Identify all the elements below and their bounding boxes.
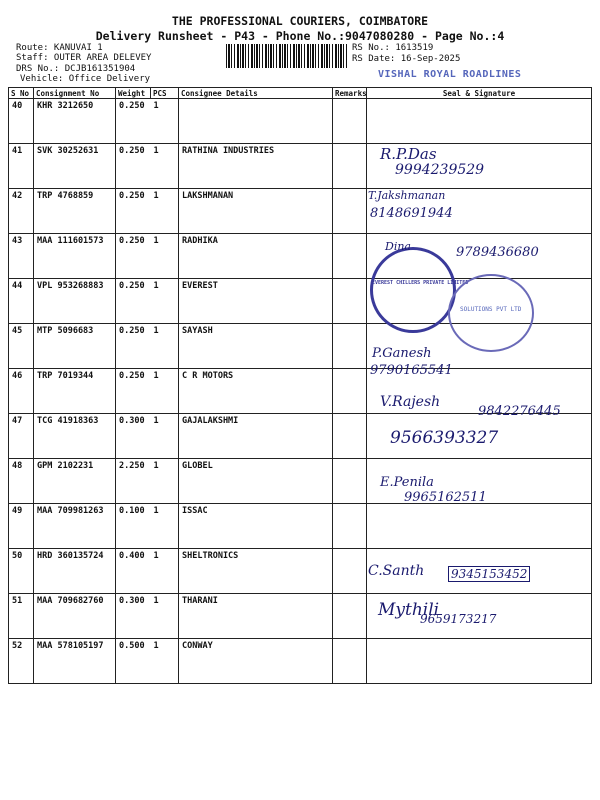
cell-pcs: 1: [151, 369, 179, 414]
cell-remarks: [333, 414, 367, 459]
table-row: [9, 504, 592, 549]
cell-remarks: [333, 639, 367, 684]
cell-pcs: 1: [151, 99, 179, 144]
cell-remarks: [333, 279, 367, 324]
cell-pcs: 1: [151, 279, 179, 324]
cell-consignment: GPM 2102231: [34, 459, 116, 504]
cell-weight: 0.300: [116, 414, 151, 459]
phone-46: 9790165541: [370, 363, 453, 378]
table-row: [9, 189, 592, 234]
cell-weight: 0.250: [116, 234, 151, 279]
barcode: [226, 44, 348, 68]
rs-number: RS No.: 1613519: [352, 43, 434, 53]
cell-consignee: RATHINA INDUSTRIES: [179, 144, 333, 189]
cell-weight: 0.500: [116, 639, 151, 684]
cell-weight: 0.250: [116, 99, 151, 144]
table-header-row: [9, 88, 592, 99]
cell-sno: 45: [9, 324, 34, 369]
cell-consignee: EVEREST: [179, 279, 333, 324]
cell-pcs: 1: [151, 549, 179, 594]
col-sno: S No: [9, 88, 34, 99]
phone-49: 9965162511: [404, 490, 487, 505]
signature-47: V.Rajesh: [380, 394, 441, 410]
vishal-stamp: VISHAL ROYAL ROADLINES: [378, 69, 522, 80]
phone-47: 9842276445: [478, 404, 561, 419]
cell-consignment: TRP 4768859: [34, 189, 116, 234]
cell-pcs: 1: [151, 144, 179, 189]
cell-weight: 0.250: [116, 279, 151, 324]
cell-consignee: LAKSHMANAN: [179, 189, 333, 234]
signature-46: P.Ganesh: [372, 346, 432, 361]
signature-51: C.Santh: [368, 563, 425, 579]
cell-consignment: MAA 578105197: [34, 639, 116, 684]
table-row: [9, 459, 592, 504]
cell-consignee: THARANI: [179, 594, 333, 639]
rs-date: RS Date: 16-Sep-2025: [352, 54, 461, 64]
cell-remarks: [333, 504, 367, 549]
cell-remarks: [333, 189, 367, 234]
staff-label: Staff: OUTER AREA DELEVEY: [16, 53, 152, 63]
cell-pcs: 1: [151, 504, 179, 549]
col-signature: Seal & Signature: [367, 88, 592, 99]
phone-42: 8148691944: [370, 206, 453, 221]
cell-remarks: [333, 144, 367, 189]
cell-consignment: VPL 953268883: [34, 279, 116, 324]
route-label: Route: KANUVAI 1: [16, 43, 103, 53]
solutions-stamp: [448, 274, 534, 352]
cell-sno: 50: [9, 549, 34, 594]
col-remarks: Remarks: [333, 88, 367, 99]
cell-sno: 49: [9, 504, 34, 549]
cell-sno: 44: [9, 279, 34, 324]
cell-pcs: 1: [151, 594, 179, 639]
phone-43: 9789436680: [456, 245, 539, 260]
cell-remarks: [333, 99, 367, 144]
signature-52: Mythili: [378, 600, 440, 620]
runsheet-table: [8, 87, 592, 684]
cell-sno: 46: [9, 369, 34, 414]
phone-48: 9566393327: [390, 428, 499, 448]
cell-pcs: 1: [151, 459, 179, 504]
table-row: [9, 639, 592, 684]
cell-sno: 40: [9, 99, 34, 144]
col-consignee: Consignee Details: [179, 88, 333, 99]
drs-label: DRS No.: DCJB161351904: [16, 64, 136, 74]
phone-41: 9994239529: [395, 162, 485, 178]
cell-consignee: [179, 99, 333, 144]
cell-remarks: [333, 324, 367, 369]
cell-remarks: [333, 369, 367, 414]
cell-remarks: [333, 594, 367, 639]
cell-weight: 2.250: [116, 459, 151, 504]
cell-weight: 0.400: [116, 549, 151, 594]
phone-51: 9345153452: [448, 566, 530, 582]
cell-signature: [367, 504, 592, 549]
table-row: [9, 144, 592, 189]
cell-pcs: 1: [151, 189, 179, 234]
cell-consignment: MAA 111601573: [34, 234, 116, 279]
cell-consignment: MAA 709981263: [34, 504, 116, 549]
cell-remarks: [333, 549, 367, 594]
cell-remarks: [333, 459, 367, 504]
cell-consignment: KHR 3212650: [34, 99, 116, 144]
cell-sno: 47: [9, 414, 34, 459]
cell-consignee: CONWAY: [179, 639, 333, 684]
cell-weight: 0.300: [116, 594, 151, 639]
table-row: [9, 99, 592, 144]
cell-weight: 0.250: [116, 189, 151, 234]
everest-stamp: [370, 247, 456, 333]
everest-stamp-text: EVEREST CHILLERS PRIVATE LIMITED: [372, 280, 469, 286]
cell-weight: 0.100: [116, 504, 151, 549]
cell-consignee: C R MOTORS: [179, 369, 333, 414]
cell-consignee: GAJALAKSHMI: [179, 414, 333, 459]
cell-pcs: 1: [151, 324, 179, 369]
signature-49: E.Penila: [380, 475, 434, 490]
cell-weight: 0.250: [116, 369, 151, 414]
vehicle-label: Vehicle: Office Delivery: [20, 74, 151, 84]
table-row: [9, 414, 592, 459]
cell-pcs: 1: [151, 234, 179, 279]
cell-consignment: MTP 5096683: [34, 324, 116, 369]
cell-consignee: SAYASH: [179, 324, 333, 369]
runsheet-subtitle: Delivery Runsheet - P43 - Phone No.:9047080280 - Page No.:4: [95, 29, 505, 43]
cell-consignment: SVK 30252631: [34, 144, 116, 189]
cell-pcs: 1: [151, 639, 179, 684]
cell-signature: [367, 639, 592, 684]
cell-remarks: [333, 234, 367, 279]
cell-consignee: ISSAC: [179, 504, 333, 549]
table-row: [9, 594, 592, 639]
cell-weight: 0.250: [116, 144, 151, 189]
cell-consignee: GLOBEL: [179, 459, 333, 504]
cell-consignee: SHELTRONICS: [179, 549, 333, 594]
phone-52: 9659173217: [420, 612, 497, 626]
cell-consignment: TRP 7019344: [34, 369, 116, 414]
cell-pcs: 1: [151, 414, 179, 459]
col-consignment: Consignment No: [34, 88, 116, 99]
solutions-stamp-text: SOLUTIONS PVT LTD: [460, 306, 522, 313]
cell-sno: 43: [9, 234, 34, 279]
signature-41: R.P.Das: [380, 145, 437, 163]
col-weight: Weight: [116, 88, 151, 99]
cell-sno: 48: [9, 459, 34, 504]
cell-signature: [367, 99, 592, 144]
cell-consignee: RADHIKA: [179, 234, 333, 279]
signature-42: T.Jakshmanan: [368, 189, 446, 202]
cell-consignment: TCG 41918363: [34, 414, 116, 459]
cell-sno: 42: [9, 189, 34, 234]
cell-consignment: MAA 709682760: [34, 594, 116, 639]
cell-weight: 0.250: [116, 324, 151, 369]
cell-sno: 41: [9, 144, 34, 189]
col-pcs: PCS: [151, 88, 179, 99]
signature-43: Dina: [385, 240, 411, 253]
cell-sno: 51: [9, 594, 34, 639]
cell-consignment: HRD 360135724: [34, 549, 116, 594]
cell-sno: 52: [9, 639, 34, 684]
company-title: THE PROFESSIONAL COURIERS, COIMBATORE: [171, 14, 429, 28]
